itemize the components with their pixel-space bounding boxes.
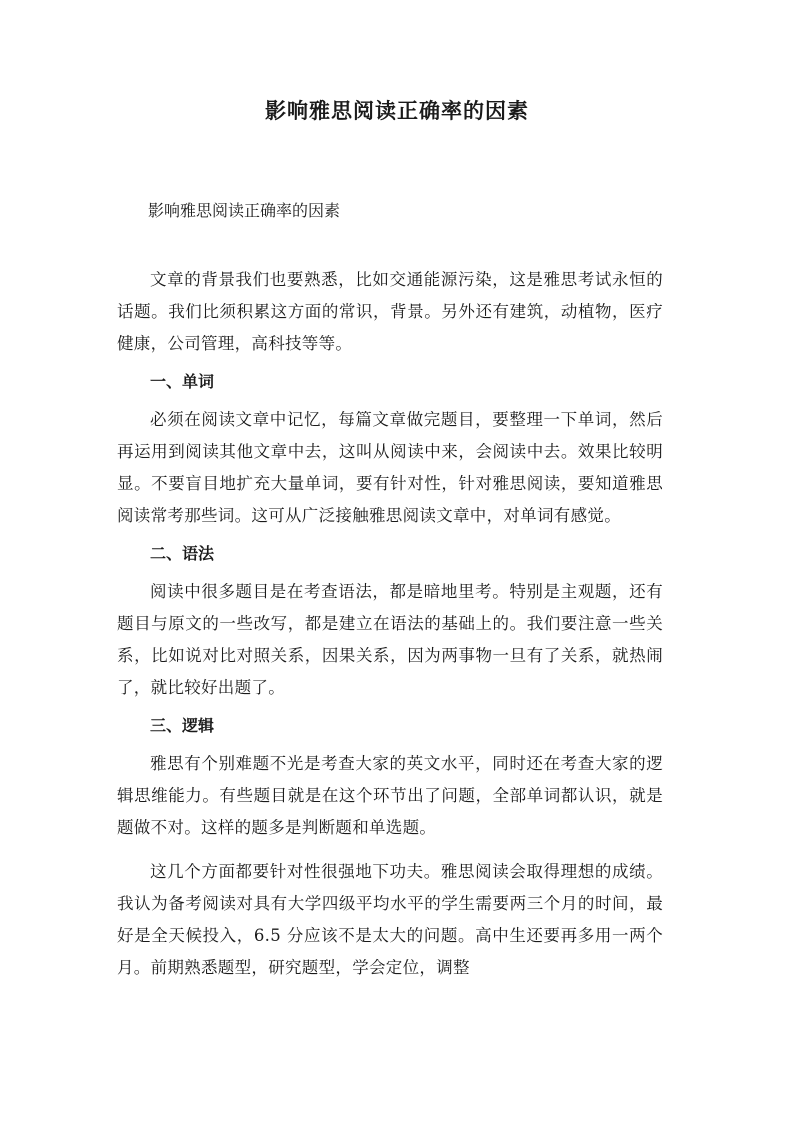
section-heading-grammar: 二、语法 [150,544,215,563]
document-subtitle: 影响雅思阅读正确率的因素 [148,201,341,220]
document-body [117,264,663,984]
closing-paragraph: 这几个方面都要针对性很强地下功夫。雅思阅读会取得理想的成绩。我认为备考阅读对具有大学四级平均水平的学生需要两三个月的时间，最好是全天候投入，6.5 分应该不是太大的问题。高中生还要再多用一两个月。前期熟悉题型，研究题型，学会定位，调整 [117,862,663,977]
paragraph-gap [117,844,663,856]
section-text-grammar: 阅读中很多题目是在考查语法，都是暗地里考。特别是主观题，还有题目与原文的一些改写，都是建立在语法的基础上的。我们要注意一些关系，比如说对比对照关系，因果关系，因为两事物一旦有了关系，就热闹了，就比较好出题了。 [117,582,663,697]
section-heading-vocabulary: 一、单词 [150,372,215,391]
section-heading-logic: 三、逻辑 [150,716,215,735]
intro-paragraph: 文章的背景我们也要熟悉，比如交通能源污染，这是雅思考试永恒的话题。我们比须积累这方面的常识，背景。另外还有建筑，动植物，医疗健康，公司管理，高科技等等。 [117,270,663,353]
section-text-vocabulary: 必须在阅读文章中记忆，每篇文章做完题目，要整理一下单词，然后再运用到阅读其他文章中去，这叫从阅读中来，会阅读中去。效果比较明显。不要盲目地扩充大量单词，要有针对性，针对雅思阅读，要知道雅思阅读常考那些词。这可从广泛接触雅思阅读文章中，对单词有感觉。 [117,410,663,525]
section-text-logic: 雅思有个别难题不光是考查大家的英文水平，同时还在考查大家的逻辑思维能力。有些题目就是在这个环节出了问题，全部单词都认识，就是题做不对。这样的题多是判断题和单选题。 [117,754,663,837]
document-title: 影响雅思阅读正确率的因素 [265,98,529,123]
